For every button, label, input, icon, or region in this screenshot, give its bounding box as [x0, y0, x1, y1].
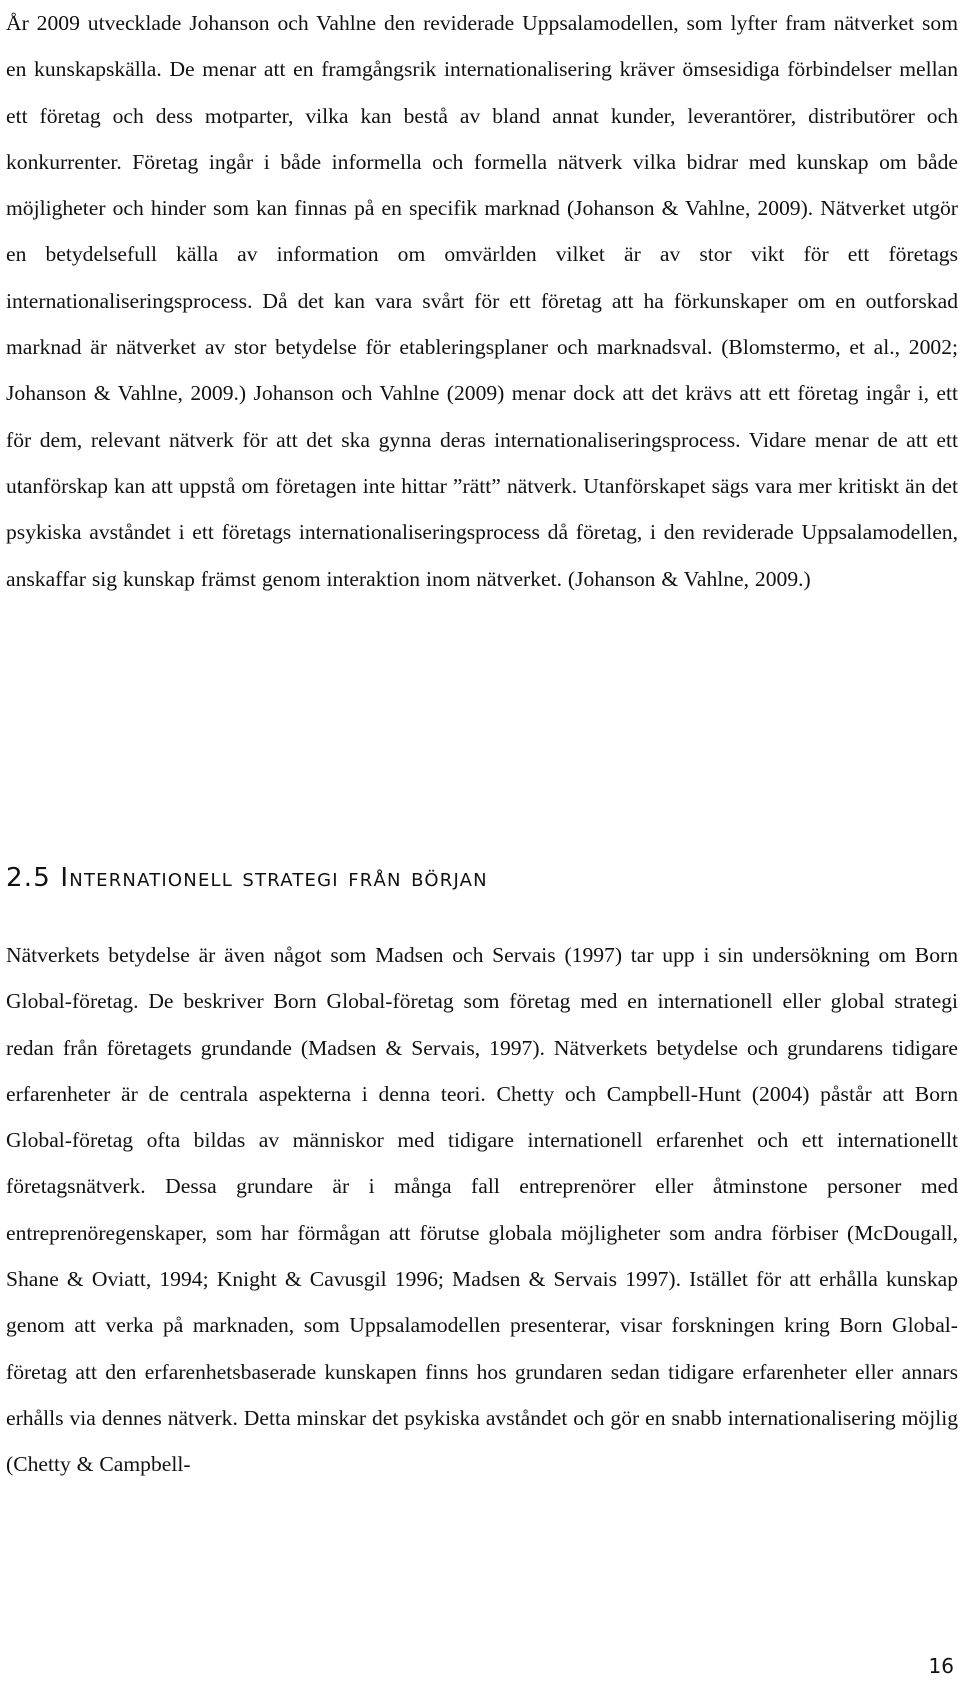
- body-paragraph-1: År 2009 utvecklade Johanson och Vahlne den reviderade Uppsalamodellen, som lyfter fram nätverket som en kunskapskälla. De menar att en framgångsrik internationalisering kräver ömsesidiga förbindelser mellan ett företag och dess motparter, vilka kan bestå av bland annat kunder, leverantörer, distributörer och konkurrenter. Företag ingår i både informella och formella nätverk vilka bidrar med kunskap om både möjligheter och hinder som kan finnas på en specifik marknad (Johanson & Vahlne, 2009). Nätverket utgör en betydelsefull källa av information om omvärlden vilket är av stor vikt för ett företags internationaliseringsprocess. Då det kan vara svårt för ett företag att ha förkunskaper om en outforskad marknad är nätverket av stor betydelse för etableringsplaner och marknadsval. (Blomstermo, et al., 2002; Johanson & Vahlne, 2009.) Johanson och Vahlne (2009) menar dock att det krävs att ett företag ingår i, ett för dem, relevant nätverk för att det ska gynna deras internationaliseringsprocess. Vidare menar de att ett utanförskap kan att uppstå om företagen inte hittar ”rätt” nätverk. Utanförskapet sägs vara mer kritiskt än det psykiska avståndet i ett företags internationaliseringsprocess då företag, i den reviderade Uppsalamodellen, anskaffar sig kunskap främst genom interaktion inom nätverket. (Johanson & Vahlne, 2009.): [6, 11, 958, 591]
- page-number: 16: [928, 1654, 954, 1678]
- body-paragraph-2: Nätverkets betydelse är även något som Madsen och Servais (1997) tar upp i sin undersökning om Born Global-företag. De beskriver Born Global-företag som företag med en internationell eller global strategi redan från företagets grundande (Madsen & Servais, 1997). Nätverkets betydelse och grundarens tidigare erfarenheter är de centrala aspekterna i denna teori. Chetty och Campbell-Hunt (2004) påstår att Born Global-företag ofta bildas av människor med tidigare internationell erfarenhet och ett internationellt företagsnätverk. Dessa grundare är i många fall entreprenörer eller åtminstone personer med entreprenöregenskaper, som har förmågan att förutse globala möjligheter som andra förbiser (McDougall, Shane & Oviatt, 1994; Knight & Cavusgil 1996; Madsen & Servais 1997). Istället för att erhålla kunskap genom att verka på marknaden, som Uppsalamodellen presenterar, visar forskningen kring Born Global-företag att den erfarenhetsbaserade kunskapen finns hos grundaren sedan tidigare erfarenheter eller annars erhålls via dennes nätverk. Detta minskar det psykiska avståndet och gör en snabb internationalisering möjlig (Chetty & Campbell-: [6, 943, 958, 1477]
- section-heading: 2.5 Internationell strategi från början: [6, 863, 488, 893]
